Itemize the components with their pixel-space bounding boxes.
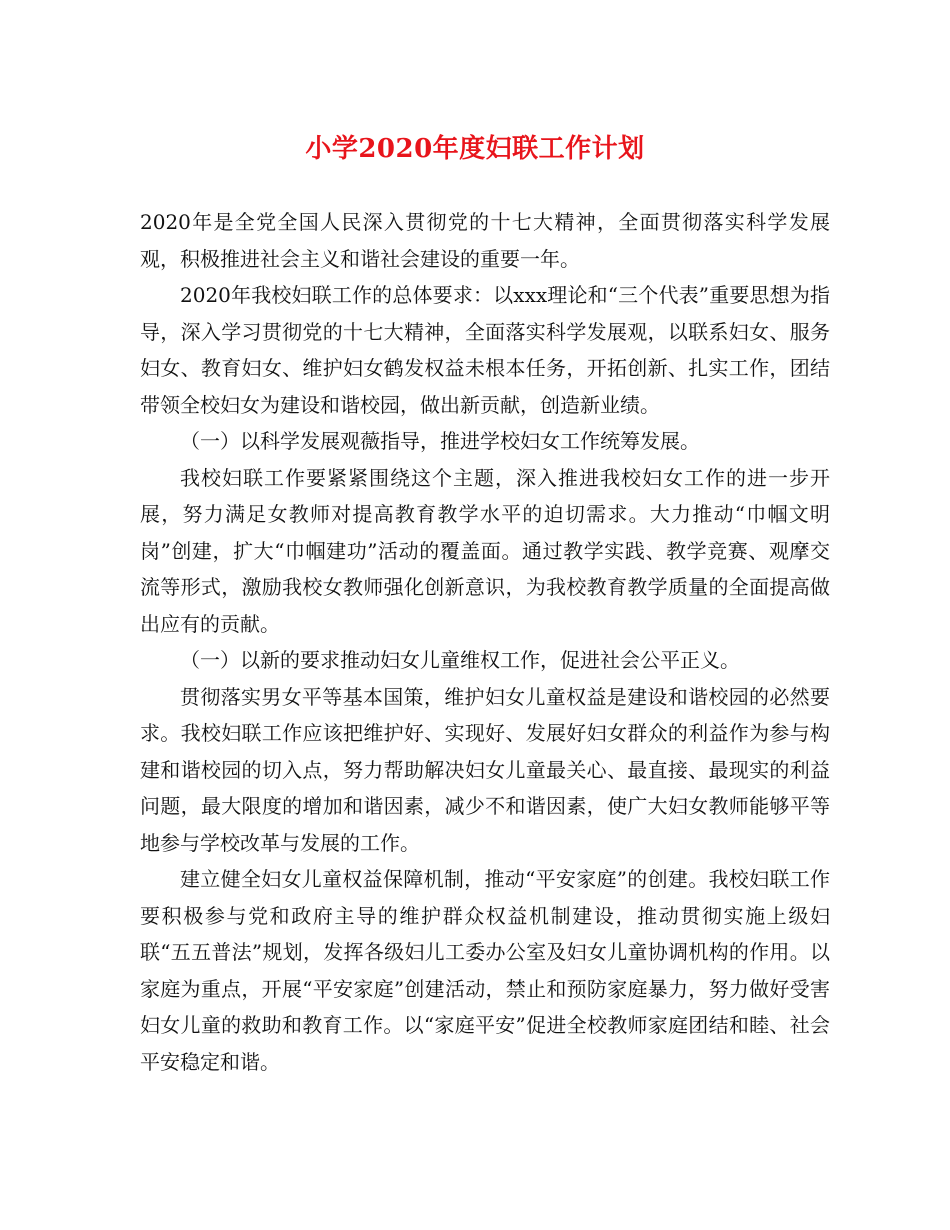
paragraph-section-2: 贯彻落实男女平等基本国策，维护妇女儿童权益是建设和谐校园的必然要求。我校妇联工作应该把维护好、实现好、发展好妇女群众的利益作为参与构建和谐校园的切入点，努力帮助解决妇女儿童最关心、最直接、最现实的利益问题，最大限度的增加和谐因素，减少不和谐因素，使广大妇女教师能够平等地参与学校改革与发展的工作。 [140, 684, 830, 855]
paragraph-section-1: 我校妇联工作要紧紧围绕这个主题，深入推进我校妇女工作的进一步开展，努力满足女教师对提高教育教学水平的迫切需求。大力推动“巾帼文明岗”创建，扩大“巾帼建功”活动的覆盖面。通过教学实践、教学竞赛、观摩交流等形式，激励我校女教师强化创新意识，为我校教育教学质量的全面提高做出应有的贡献。 [140, 465, 830, 636]
section-heading-2: （一）以新的要求推动妇女儿童维权工作，促进社会公平正义。 [180, 648, 740, 672]
document-body [140, 204, 830, 1080]
paragraph-safe-family: 建立健全妇女儿童权益保障机制，推动“平安家庭”的创建。我校妇联工作要积极参与党和政府主导的维护群众权益机制建设，推动贯彻实施上级妇联“五五普法”规划，发挥各级妇儿工委办公室及妇女儿童协调机构的作用。以家庭为重点，开展“平安家庭”创建活动，禁止和预防家庭暴力，努力做好受害妇女儿童的救助和教育工作。以“家庭平安”促进全校教师家庭团结和睦、社会平安稳定和谐。 [140, 867, 830, 1074]
section-heading-1: （一）以科学发展观薇指导，推进学校妇女工作统筹发展。 [180, 429, 700, 453]
document-title: 小学2020年度妇联工作计划 [305, 134, 645, 164]
paragraph-general-requirements: 2020年我校妇联工作的总体要求：以xxx理论和“三个代表”重要思想为指导，深入学习贯彻党的十七大精神，全面落实科学发展观，以联系妇女、服务妇女、教育妇女、维护妇女鹤发权益未根本任务，开拓创新、扎实工作，团结带领全校妇女为建设和谐校园，做出新贡献，创造新业绩。 [140, 283, 830, 417]
paragraph-intro: 2020年是全党全国人民深入贯彻党的十七大精神，全面贯彻落实科学发展观，积极推进社会主义和谐社会建设的重要一年。 [140, 210, 830, 271]
